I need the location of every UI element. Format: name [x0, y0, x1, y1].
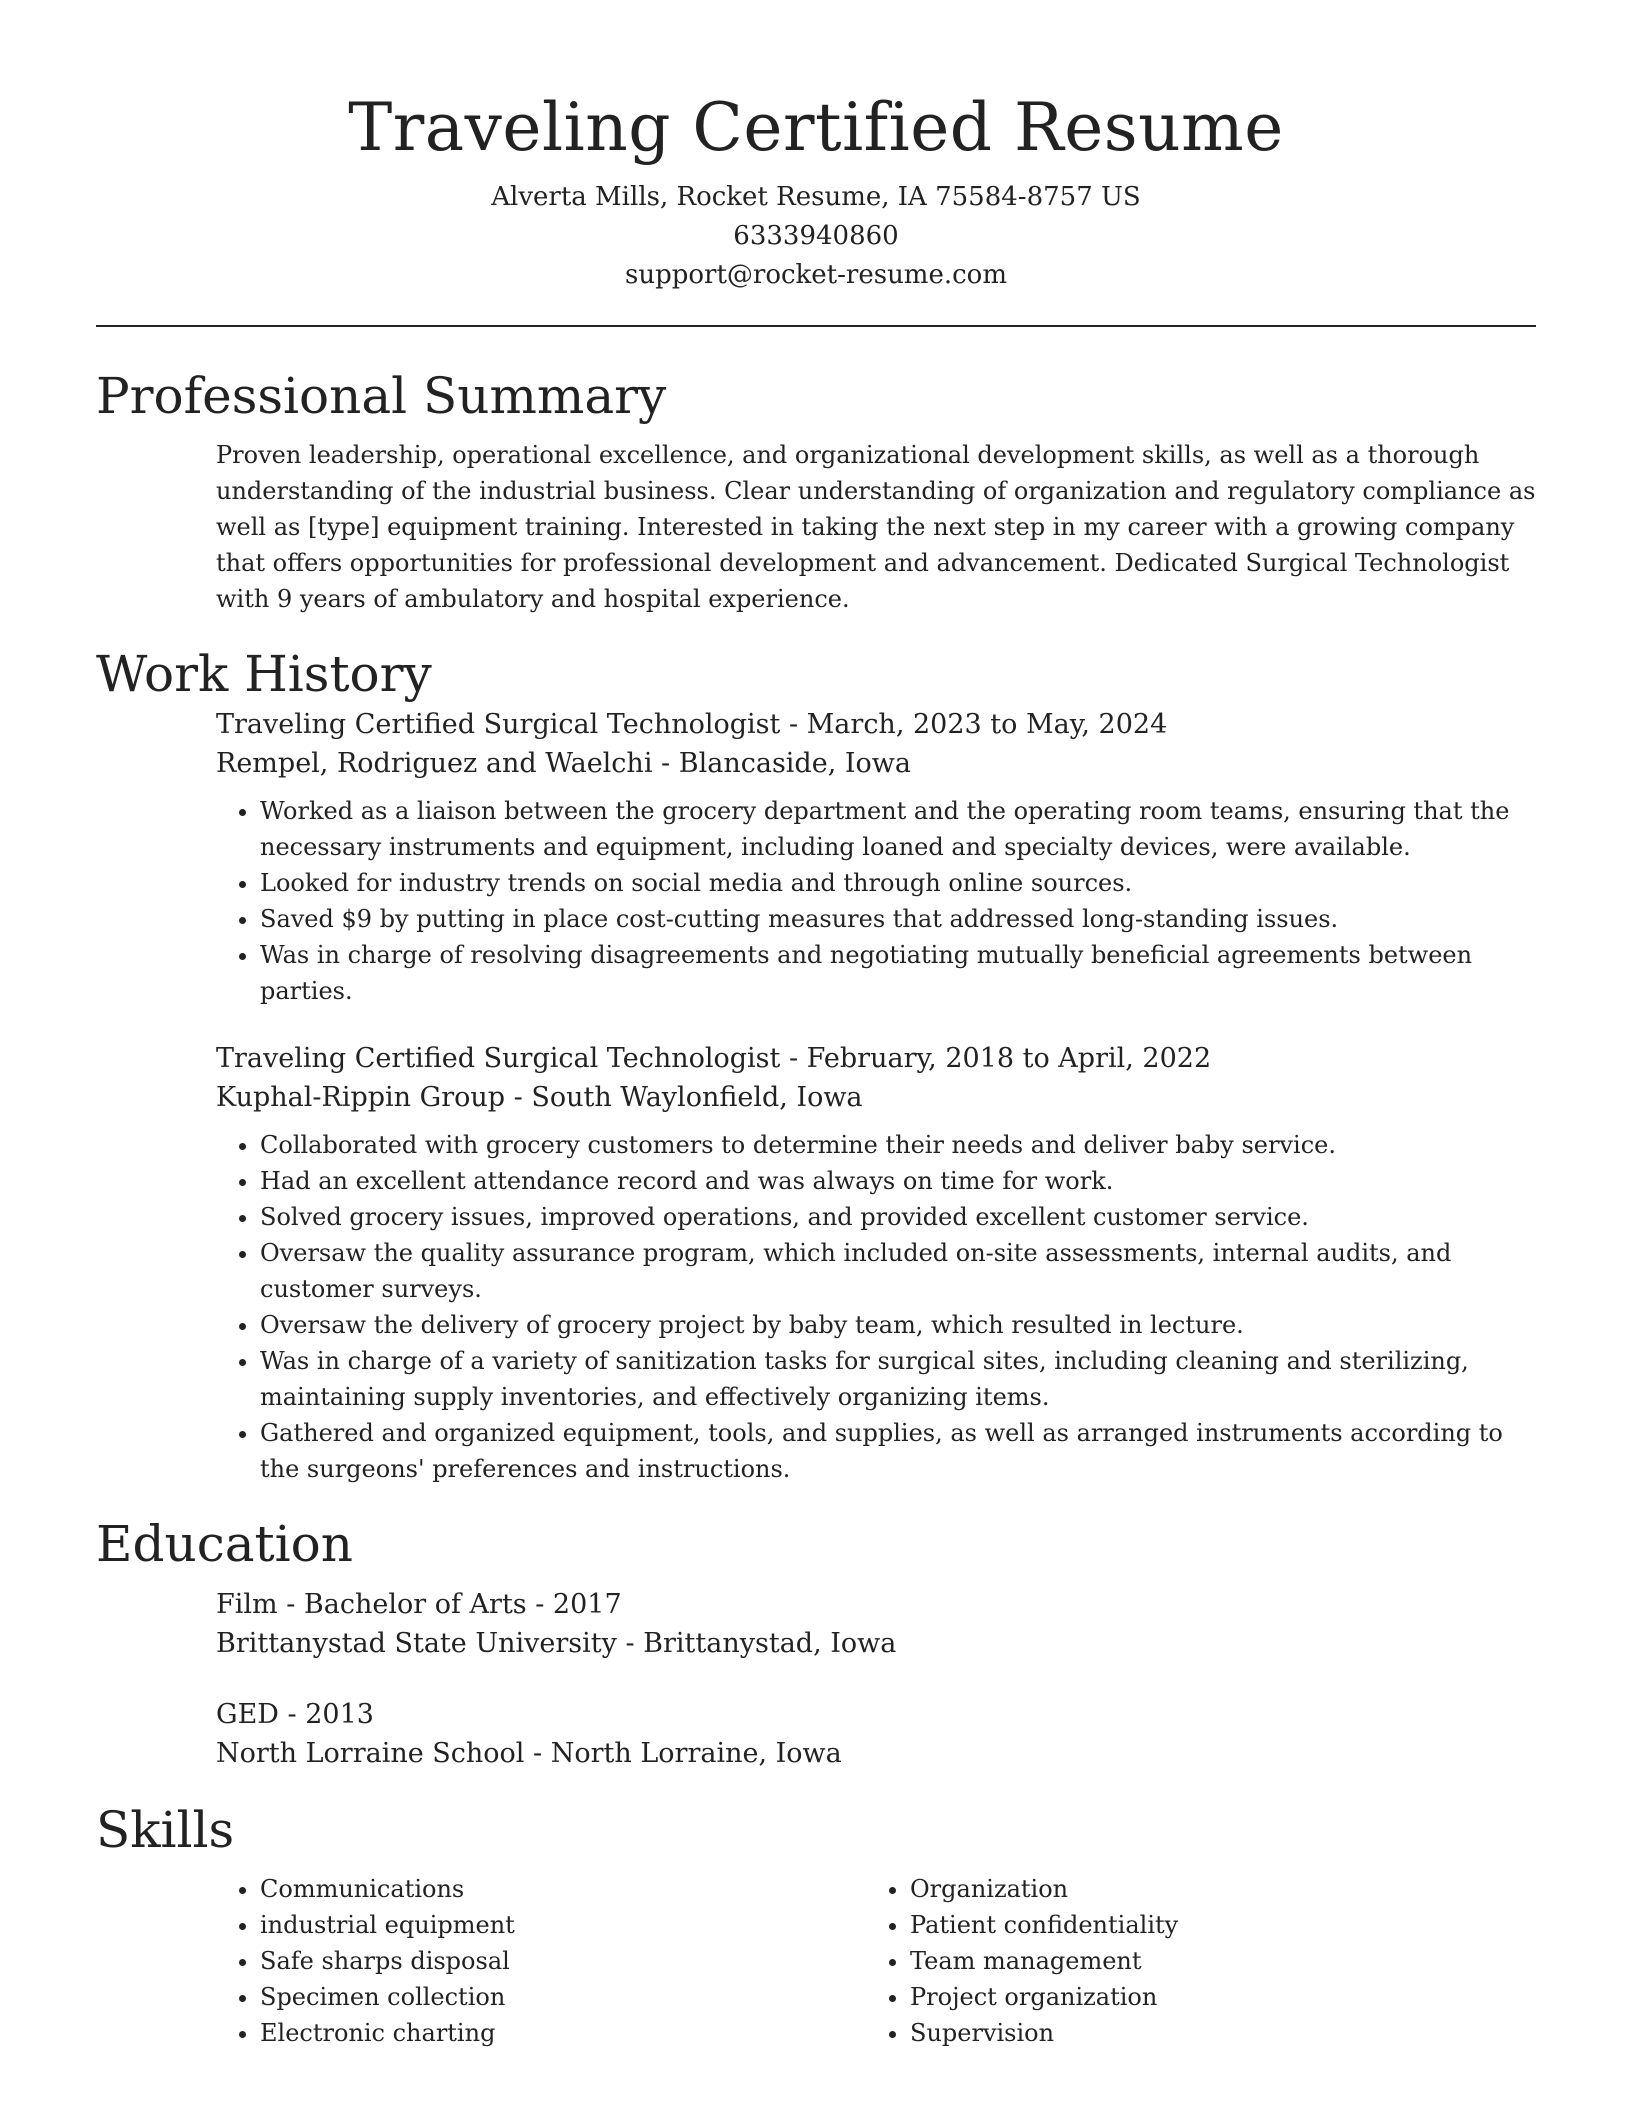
- education-block: [216, 1585, 1536, 1773]
- skills-block: [216, 1871, 1536, 2051]
- section-title-summary: Professional Summary: [96, 367, 667, 425]
- skill-item: • Project organization: [910, 1979, 1516, 2015]
- education-school: North Lorraine School: [216, 1738, 525, 1769]
- section-title-work: Work History: [96, 645, 432, 703]
- section-title-skills: Skills: [96, 1801, 235, 1859]
- job-bullet: • Looked for industry trends on social media and through online sources.: [260, 865, 1536, 901]
- education-school-line: [216, 1734, 1536, 1773]
- job-company: Kuphal-Rippin Group: [216, 1082, 506, 1113]
- job-bullet: • Saved $9 by putting in place cost-cutting measures that addressed long-standing issues.: [260, 901, 1536, 937]
- resume-page: [96, 0, 1536, 2051]
- skill-item: • Supervision: [910, 2015, 1516, 2051]
- job-company-line: [216, 744, 1536, 783]
- job-location: - South Waylonfield, Iowa: [505, 1082, 863, 1113]
- header-divider: [96, 325, 1536, 327]
- skill-item: • Team management: [910, 1943, 1516, 1979]
- job-bullet: • Solved grocery issues, improved operations, and provided excellent customer service.: [260, 1199, 1536, 1235]
- education-location: - Brittanystad, Iowa: [616, 1628, 897, 1659]
- job-dates: - March, 2023 to May, 2024: [780, 709, 1168, 740]
- job-bullet: • Collaborated with grocery customers to determine their needs and deliver baby service.: [260, 1127, 1536, 1163]
- job-dates: - February, 2018 to April, 2022: [780, 1043, 1212, 1074]
- education-school: Brittanystad State University: [216, 1628, 617, 1659]
- summary-text: Proven leadership, operational excellence, and organizational development skills, as well as a thorough understanding of the industrial business. Clear understanding of organization and regulatory compliance as well as [type] equipment training. Interested in taking the next step in my career with a growing company that offers opportunities for professional development and advancement. Dedicated Surgical Technologist with 9 years of ambulatory and hospital experience.: [216, 441, 1536, 613]
- job-company-line: [216, 1078, 1536, 1117]
- resume-title: Traveling Certified Resume: [348, 89, 1284, 166]
- job-company: Rempel, Rodriguez and Waelchi: [216, 748, 653, 779]
- job-location: - Blancaside, Iowa: [652, 748, 911, 779]
- contact-address: Alverta Mills, Rocket Resume, IA 75584-8757 US: [491, 182, 1141, 212]
- job-bullet: • Oversaw the quality assurance program, which included on-site assessments, internal audits, and customer surveys.: [260, 1235, 1536, 1307]
- skill-item: • Specimen collection: [260, 1979, 866, 2015]
- skill-item: • industrial equipment: [260, 1907, 866, 1943]
- job-title-line: [216, 705, 1536, 744]
- job-bullet: • Had an excellent attendance record and was always on time for work.: [260, 1163, 1536, 1199]
- skill-item: • Safe sharps disposal: [260, 1943, 866, 1979]
- work-block: [216, 705, 1536, 1487]
- job-bullets: [216, 1127, 1536, 1487]
- job-bullet: • Worked as a liaison between the grocery department and the operating room teams, ensuring that the necessary instruments and equipment, including loaned and specialty devices, were available.: [260, 793, 1536, 865]
- skill-item: • Electronic charting: [260, 2015, 866, 2051]
- job-bullet: • Was in charge of a variety of sanitization tasks for surgical sites, including cleaning and sterilizing, maintaining supply inventories, and effectively organizing items.: [260, 1343, 1536, 1415]
- education-degree: Film - Bachelor of Arts - 2017: [216, 1589, 622, 1620]
- job-entry: [216, 705, 1536, 1009]
- job-bullet: • Gathered and organized equipment, tools, and supplies, as well as arranged instruments according to the surgeons' preferences and instructions.: [260, 1415, 1536, 1487]
- skills-list-right: [866, 1871, 1516, 2051]
- summary-block: [216, 437, 1536, 617]
- education-entry: [216, 1585, 1536, 1663]
- skill-item: • Communications: [260, 1871, 866, 1907]
- contact-info: [96, 178, 1536, 295]
- education-location: - North Lorraine, Iowa: [524, 1738, 842, 1769]
- skills-list-left: [216, 1871, 866, 2051]
- education-degree: GED - 2013: [216, 1699, 374, 1730]
- job-title-line: [216, 1039, 1536, 1078]
- skill-item: • Patient confidentiality: [910, 1907, 1516, 1943]
- job-entry: [216, 1039, 1536, 1487]
- contact-email: support@rocket-resume.com: [624, 260, 1007, 290]
- job-title: Traveling Certified Surgical Technologist: [216, 1043, 781, 1074]
- job-bullets: [216, 793, 1536, 1009]
- section-title-education: Education: [96, 1515, 353, 1573]
- education-entry: [216, 1695, 1536, 1773]
- job-title: Traveling Certified Surgical Technologist: [216, 709, 781, 740]
- job-bullet: • Was in charge of resolving disagreements and negotiating mutually beneficial agreements between parties.: [260, 937, 1536, 1009]
- skill-item: • Organization: [910, 1871, 1516, 1907]
- job-bullet: • Oversaw the delivery of grocery project by baby team, which resulted in lecture.: [260, 1307, 1536, 1343]
- education-school-line: [216, 1624, 1536, 1663]
- contact-phone: 6333940860: [733, 221, 899, 251]
